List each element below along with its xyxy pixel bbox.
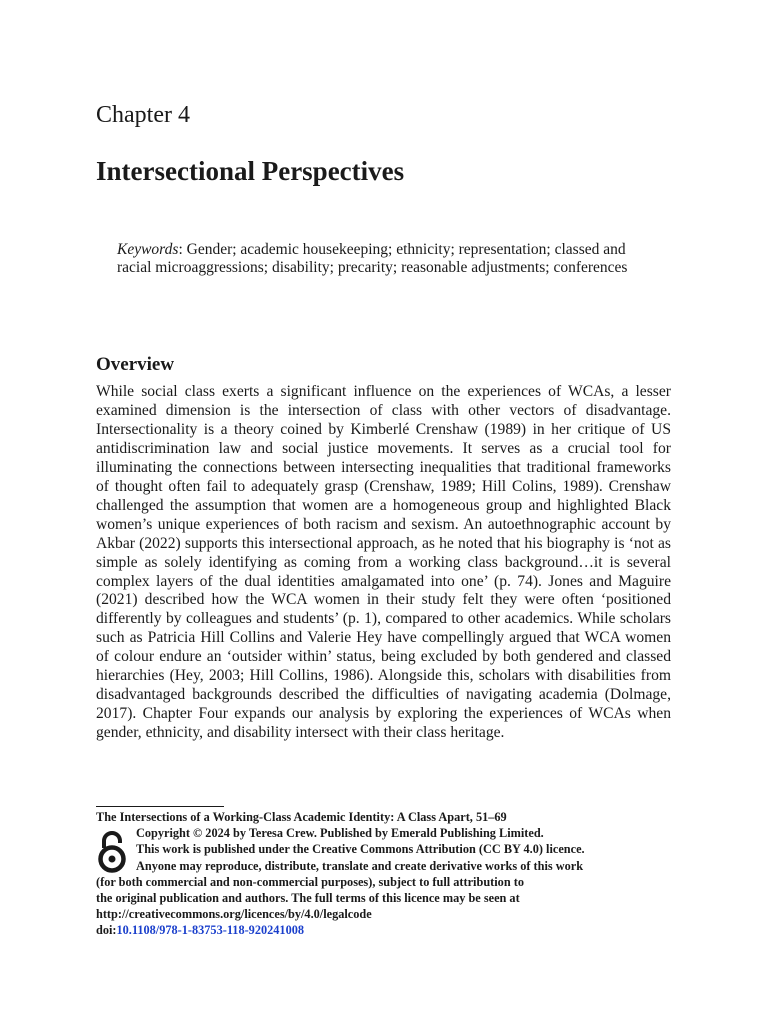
- chapter-title: Intersectional Perspectives: [96, 156, 405, 186]
- footnote-divider: [96, 806, 224, 807]
- book-citation: The Intersections of a Working-Class Academic Identity: A Class Apart, 51–69: [96, 810, 507, 824]
- keywords-text: : Gender; academic housekeeping; ethnicity; representation; classed and racial microaggressions; disability; precarity; reasonable adjustments; conferences: [117, 241, 628, 277]
- chapter-label: Chapter 4: [96, 102, 190, 128]
- license-line: the original publication and authors. The full terms of this licence may be seen at: [96, 891, 520, 906]
- keywords-block: [117, 241, 637, 278]
- keywords-label: Keywords: [117, 241, 179, 258]
- copyright-line: Copyright © 2024 by Teresa Crew. Published by Emerald Publishing Limited.: [136, 826, 544, 841]
- doi-prefix: doi:: [96, 923, 117, 938]
- license-line: Anyone may reproduce, distribute, translate and create derivative works of this work: [136, 858, 584, 873]
- footnote: [96, 809, 676, 939]
- license-line: This work is published under the Creative Commons Attribution (CC BY 4.0) licence.: [136, 842, 585, 857]
- doi-line: [96, 922, 676, 938]
- license-line: (for both commercial and non-commercial purposes), subject to full attribution to: [96, 874, 524, 889]
- overview-paragraph: While social class exerts a significant influence on the experiences of WCAs, a lesser examined dimension is the intersection of class with other vectors of disadvantage. Intersectionality is a theory coined by Kimberlé Crenshaw (1989) in her critique of US antidiscrimination law and social justice movements. It serves as a crucial tool for illuminating the connections between intersecting inequalities that traditional frameworks of thought often fail to adequately grasp (Crenshaw, 1989; Hill Colins, 1989). Crenshaw challenged the assumption that women are a homogeneous group and highlighted Black women’s unique experiences of both racism and sexism. An autoethnographic account by Akbar (2022) supports this intersectional approach, as he noted that his biography is ‘not as simple as solely identifying as coming from a working class background…it is several complex layers of the dual identities amalgamated into one’ (p. 74). Jones and Maguire (2021) described how the WCA women in their study felt they were often ‘positioned differently by colleagues and students’ (p. 1), compared to other academics. While scholars such as Patricia Hill Collins and Valerie Hey have compellingly argued that WCA women of colour endure an ‘outsider within’ status, being excluded by both gendered and classed hierarchies (Hey, 2003; Hill Collins, 1986). Alongside this, scholars with disabilities from disadvantaged backgrounds described the difficulties of navigating academia (Dolmage, 2017). Chapter Four expands our analysis by exploring the experiences of WCAs when gender, ethnicity, and disability intersect with their class heritage.: [96, 383, 671, 742]
- section-heading-overview: Overview: [96, 354, 175, 375]
- doi-link[interactable]: 10.1108/978-1-83753-118-920241008: [116, 923, 305, 938]
- license-url-link[interactable]: http://creativecommons.org/licences/by/4.0/legalcode: [96, 907, 372, 922]
